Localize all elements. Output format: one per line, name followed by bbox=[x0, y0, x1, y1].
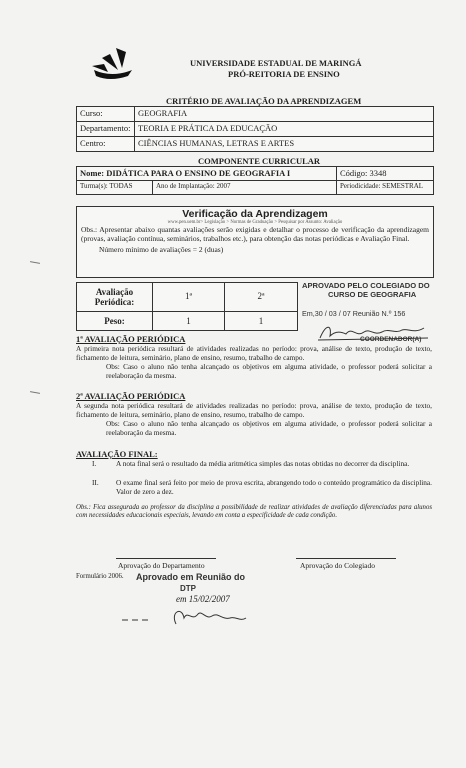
final-item-ii-num: II. bbox=[92, 478, 99, 487]
curso-value: GEOGRAFIA bbox=[138, 108, 188, 118]
dept-stamp-line1: Aprovado em Reunião do bbox=[136, 572, 246, 582]
departamento-value: TEORIA E PRÁTICA DA EDUCAÇÃO bbox=[138, 123, 278, 133]
dept-stamp-date: em 15/02/2007 bbox=[176, 594, 230, 604]
coleg-approval-line bbox=[296, 558, 396, 559]
university-logo bbox=[88, 44, 136, 84]
turmas: Turma(s): TODAS bbox=[77, 181, 153, 194]
section-2-title: 2ª AVALIAÇÃO PERIÓDICA bbox=[76, 391, 186, 401]
dept-stamp-line2: DTP bbox=[180, 584, 196, 593]
section-2-text: A segunda nota periódica resultará de atividades realizadas no período: prova, análise de texto, produção de texto, fichamento de leitura, seminário, plano de ensino, resumo, trabalho de campo. bbox=[76, 401, 432, 419]
centro-value: CIÊNCIAS HUMANAS, LETRAS E ARTES bbox=[138, 138, 295, 148]
document-title: CRITÉRIO DE AVALIAÇÃO DA APRENDIZAGEM bbox=[166, 96, 362, 106]
web-trail: www.pen.uem.br> Legislação > Normas de Graduação > Pesquisar por Assunto: Avaliação bbox=[167, 220, 343, 225]
section-1-obs: Obs: Caso o aluno não tenha alcançado os objetivos em alguma atividade, o professor poderá solicitar a reelaboração da mesma. bbox=[106, 362, 432, 380]
periodica-col-2: 2ª bbox=[257, 291, 265, 301]
section-1-text: A primeira nota periódica resultará de atividades realizadas no período: prova, análise de texto, produção de texto, fichamento de leitura, seminário, plano de ensino, resumo, trabalho de campo. bbox=[76, 344, 432, 362]
departamento-label: Departamento: bbox=[77, 122, 135, 136]
curso-label: Curso: bbox=[77, 107, 135, 121]
component-table bbox=[76, 166, 434, 195]
section-1-title: 1ª AVALIAÇÃO PERIÓDICA bbox=[76, 334, 186, 344]
form-year: Formulário 2006. bbox=[76, 573, 124, 580]
final-observation: Obs.: Fica assegurada ao professor da disciplina a possibilidade de realizar atividades de avaliação diferenciadas para alunos com necessidades educacionais especiais, levando em conta a especificidade de cada condição. bbox=[76, 504, 432, 519]
nome-cell bbox=[77, 167, 337, 180]
approval-stamp-line2: CURSO DE GEOGRAFIA bbox=[328, 290, 417, 299]
verification-box bbox=[76, 206, 434, 278]
peso-1: 1 bbox=[153, 312, 225, 330]
university-name: UNIVERSIDADE ESTADUAL DE MARINGÁ bbox=[190, 58, 362, 68]
peso-label: Peso: bbox=[77, 312, 153, 330]
final-item-i-num: I. bbox=[92, 459, 97, 468]
periodica-col-1: 1ª bbox=[153, 283, 225, 311]
final-item-i: A nota final será o resultado da média aritmética simples das notas obtidas no decorrer da disciplina. bbox=[116, 459, 410, 468]
peso-2: 1 bbox=[258, 316, 264, 326]
final-title: AVALIAÇÃO FINAL: bbox=[76, 449, 158, 459]
centro-label: Centro: bbox=[77, 137, 135, 151]
approval-stamp-date: Em,30 / 03 / 07 Reunião N.º 156 bbox=[302, 309, 406, 318]
periodicidade: Periodicidade: SEMESTRAL bbox=[340, 182, 424, 190]
weights-table bbox=[76, 282, 298, 331]
dept-approval-line bbox=[116, 558, 216, 559]
section-2-obs: Obs: Caso o aluno não tenha alcançado os objetivos em alguma atividade, o professor poderá solicitar a reelaboração da mesma. bbox=[106, 419, 432, 437]
margin-mark bbox=[30, 261, 40, 264]
verification-obs: Obs.: Apresentar abaixo quantas avaliações serão exigidas e detalhar o processo de verificação da aprendizagem (provas, avaliação contínua, seminários, trabalhos etc.), para obtenção das notas periódicas e Avaliação Final. bbox=[81, 225, 429, 243]
margin-mark bbox=[30, 391, 40, 394]
coleg-approval-label: Aprovação do Colegiado bbox=[300, 561, 375, 570]
verification-title: Verificação da Aprendizagem bbox=[182, 208, 328, 220]
office-name: PRÓ-REITORIA DE ENSINO bbox=[228, 69, 340, 79]
ano-implantacao: Ano de Implantação: 2007 bbox=[153, 181, 337, 194]
min-evaluations: Número mínimo de avaliações = 2 (duas) bbox=[99, 245, 224, 254]
approval-stamp-line1: APROVADO PELO COLEGIADO DO bbox=[302, 281, 430, 290]
coordinator-label: COORDENADOR(A) bbox=[360, 336, 422, 343]
dept-signature bbox=[120, 604, 260, 630]
course-info-table bbox=[76, 106, 434, 152]
component-heading: COMPONENTE CURRICULAR bbox=[198, 156, 321, 166]
periodica-label: Avaliação Periódica: bbox=[77, 283, 153, 311]
codigo: Código: 3348 bbox=[340, 168, 387, 178]
nome-label: Nome: bbox=[80, 168, 105, 178]
final-item-ii: O exame final será feito por meio de prova escrita, abrangendo todo o conteúdo programático da disciplina. Valor de zero a dez. bbox=[116, 478, 432, 496]
dept-approval-label: Aprovação do Departamento bbox=[118, 561, 205, 570]
nome-value: DIDÁTICA PARA O ENSINO DE GEOGRAFIA I bbox=[106, 168, 291, 178]
